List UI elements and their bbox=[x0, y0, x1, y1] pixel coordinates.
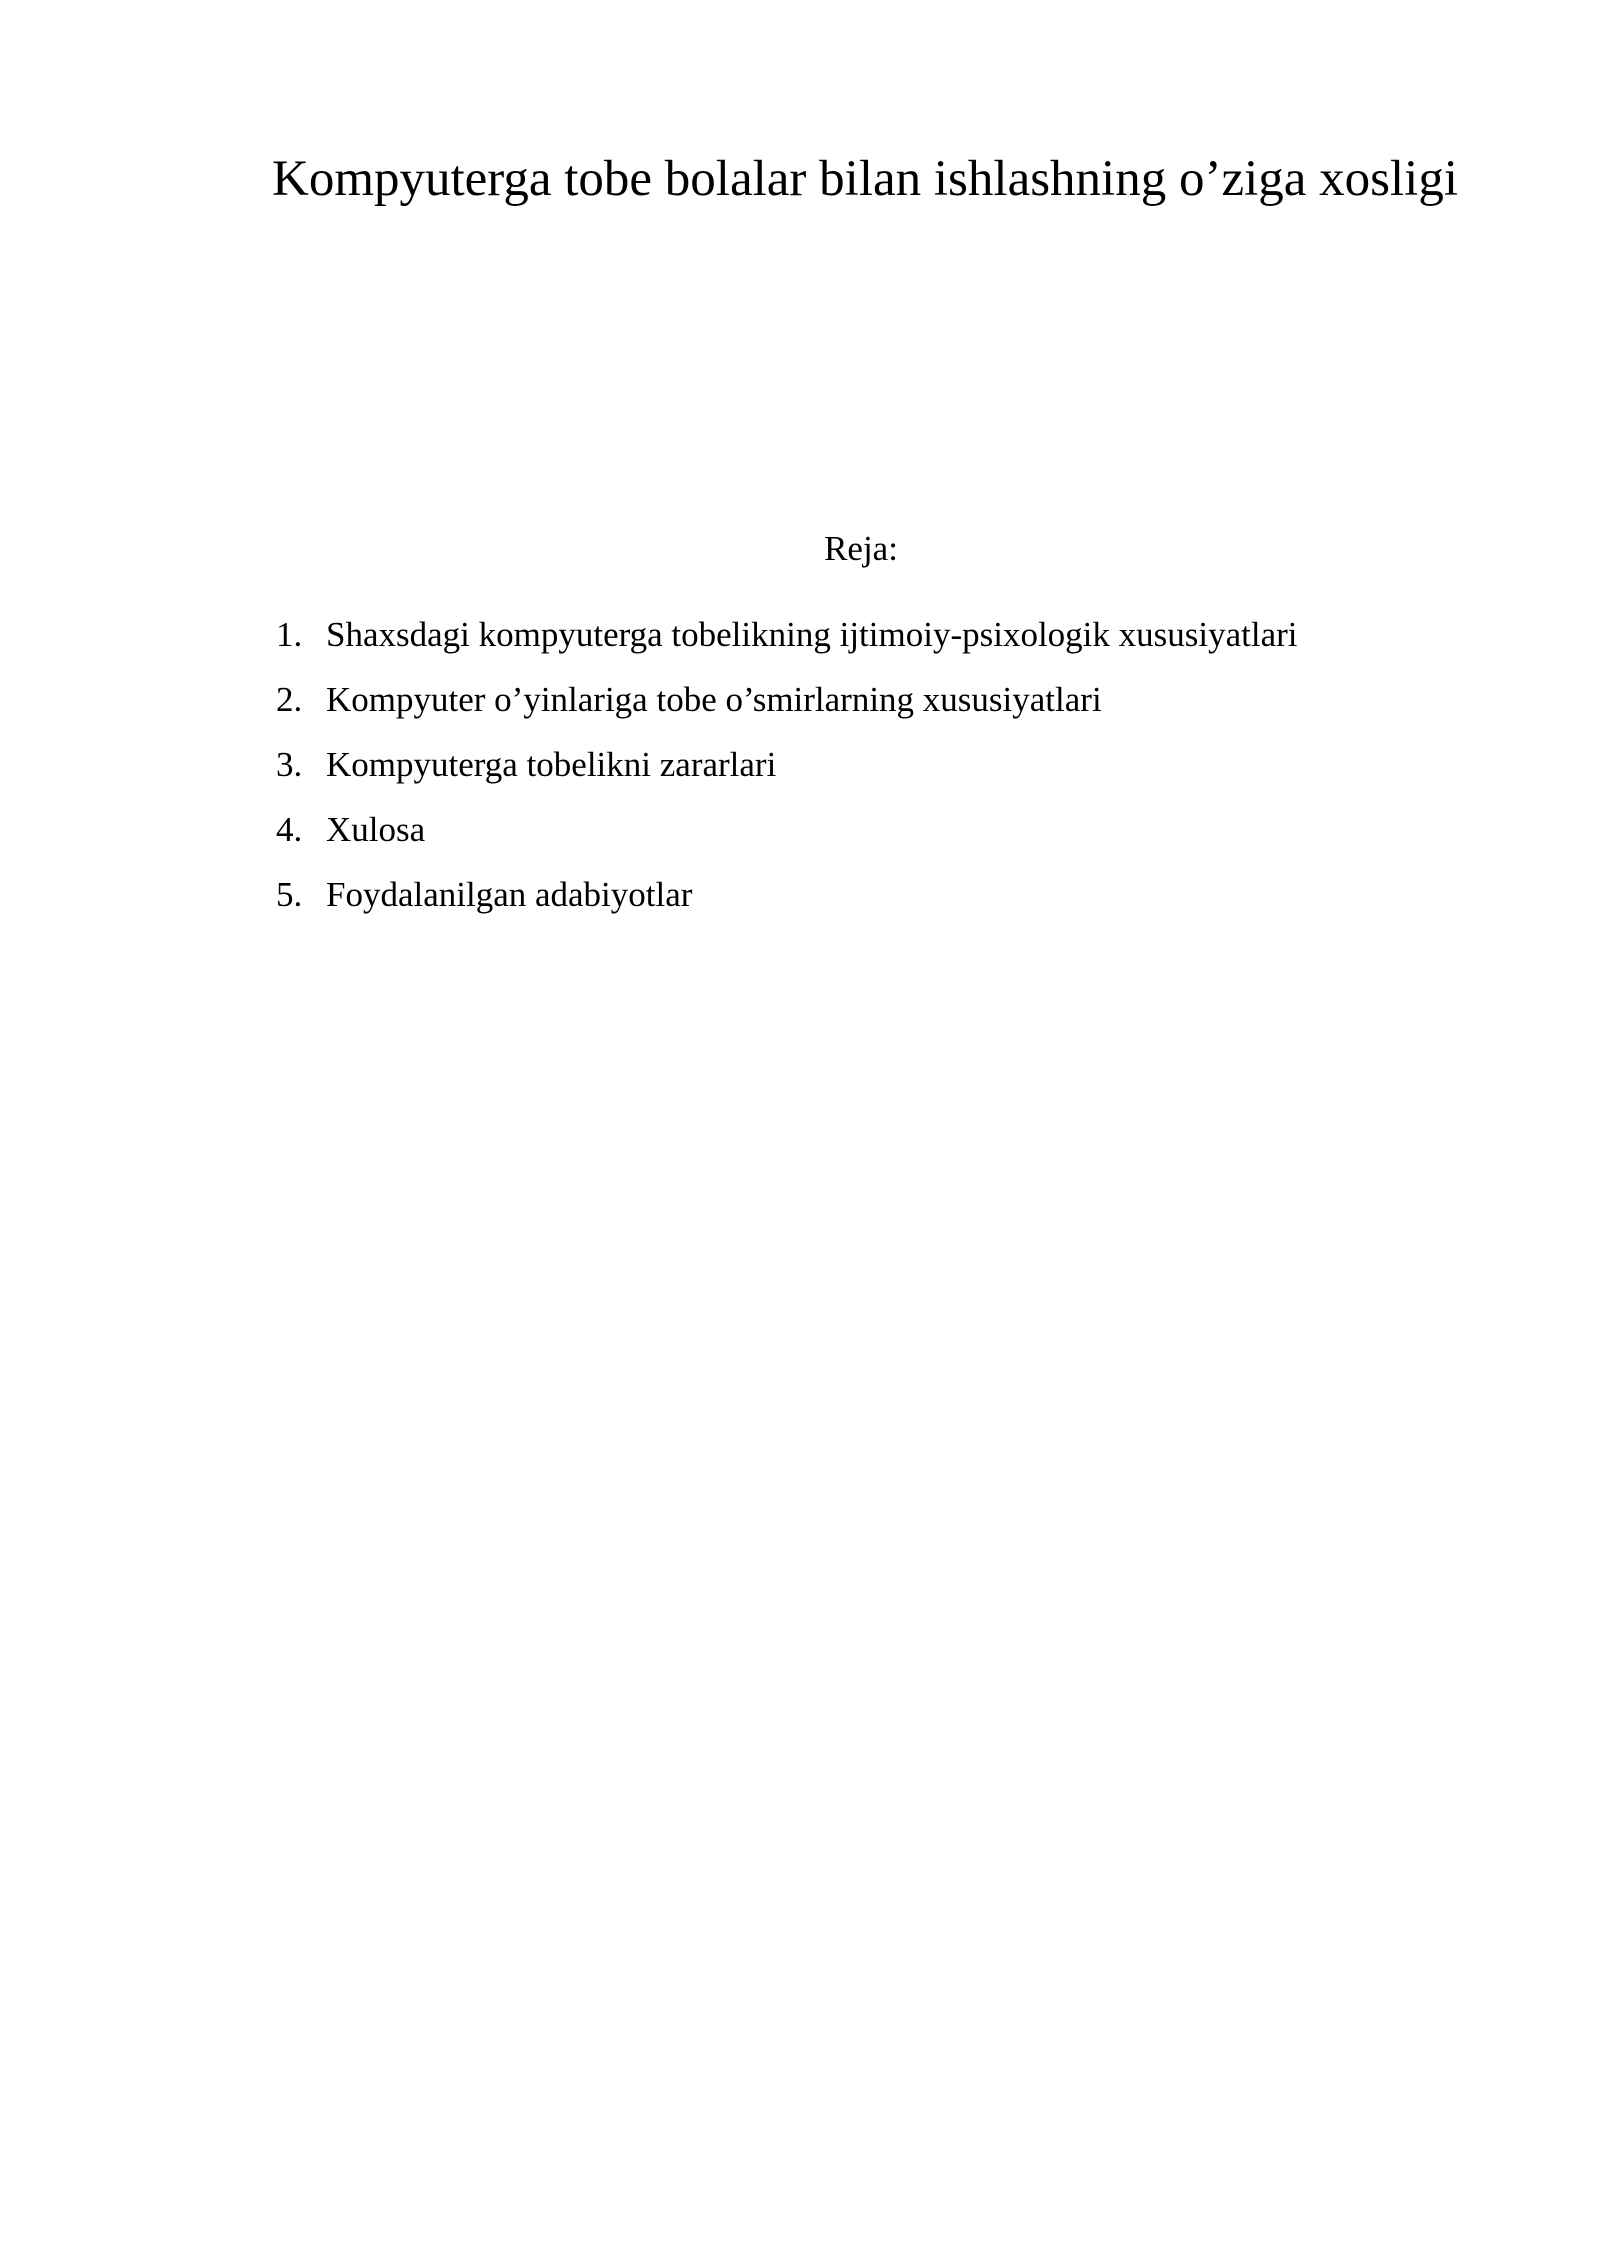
document-title: Kompyuterga tobe bolalar bilan ishlashning o’ziga xosligi bbox=[272, 151, 1458, 207]
plan-item bbox=[276, 608, 1298, 673]
plan-item bbox=[276, 803, 1298, 868]
plan-item-text: Kompyuterga tobelikni zararlari bbox=[326, 745, 777, 784]
plan-item-number: 1. bbox=[276, 615, 303, 654]
plan-item-number: 2. bbox=[276, 680, 303, 719]
plan-item-text: Foydalanilgan adabiyotlar bbox=[326, 875, 693, 914]
plan-item bbox=[276, 673, 1298, 738]
plan-heading: Reja: bbox=[824, 529, 898, 568]
plan-item bbox=[276, 738, 1298, 803]
plan-item-number: 4. bbox=[276, 810, 303, 849]
plan-item-text: Kompyuter o’yinlariga tobe o’smirlarning xususiyatlari bbox=[326, 680, 1102, 719]
plan-item-text: Shaxsdagi kompyuterga tobelikning ijtimoiy-psixologik xususiyatlari bbox=[326, 615, 1298, 654]
plan-item-number: 3. bbox=[276, 745, 303, 784]
plan-item bbox=[276, 868, 1298, 933]
plan-item-text: Xulosa bbox=[326, 810, 426, 849]
plan-item-number: 5. bbox=[276, 875, 303, 914]
plan-list bbox=[276, 608, 1298, 933]
